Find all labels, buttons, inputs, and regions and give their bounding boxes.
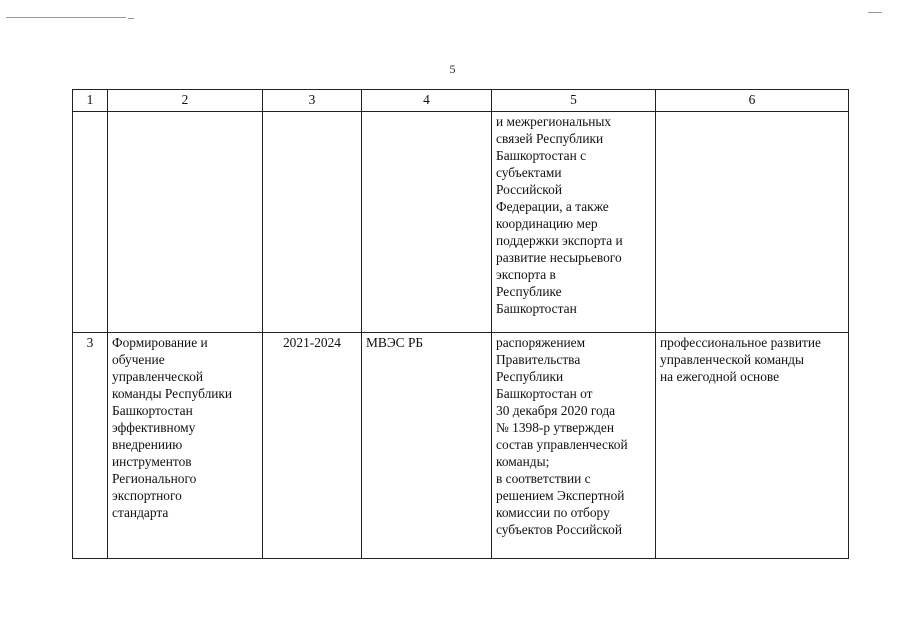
basis-cell: и межрегиональных связей Республики Башкортостан с субъектами Российской Федерации, а также координацию мер поддержки экспорта и развитие несырьевого экспорта в Республике Башкортостан [492,112,656,333]
result-cell: профессиональное развитие управленческой команды на ежегодной основе [656,333,849,559]
period-cell [263,112,362,333]
executor-cell [362,112,492,333]
page-number: 5 [449,62,456,76]
column-header-1: 1 [73,90,108,112]
table-row-3 [73,333,849,559]
row-number-cell: 3 [73,333,108,559]
event-cell [108,112,263,333]
scan-artifact-line [6,17,126,18]
row-number-cell [73,112,108,333]
event-cell: Формирование и обучение управленческой команды Республики Башкортостан эффективному внедрениию инструментов Регионального экспортного стандарта [108,333,263,559]
scan-artifact-corner [868,12,882,13]
table-row-continuation [73,112,849,333]
column-header-6: 6 [656,90,849,112]
scan-artifact-dash [128,18,134,19]
column-number-header-row [73,90,849,112]
column-header-2: 2 [108,90,263,112]
result-cell [656,112,849,333]
measures-table [72,89,849,559]
column-header-4: 4 [362,90,492,112]
executor-cell: МВЭС РБ [362,333,492,559]
basis-cell: распоряжением Правительства Республики Башкортостан от 30 декабря 2020 года № 1398-р утвержден состав управленческой команды; в соответствии с решением Экспертной комиссии по отбору субъектов Российской [492,333,656,559]
period-cell: 2021-2024 [263,333,362,559]
column-header-5: 5 [492,90,656,112]
column-header-3: 3 [263,90,362,112]
